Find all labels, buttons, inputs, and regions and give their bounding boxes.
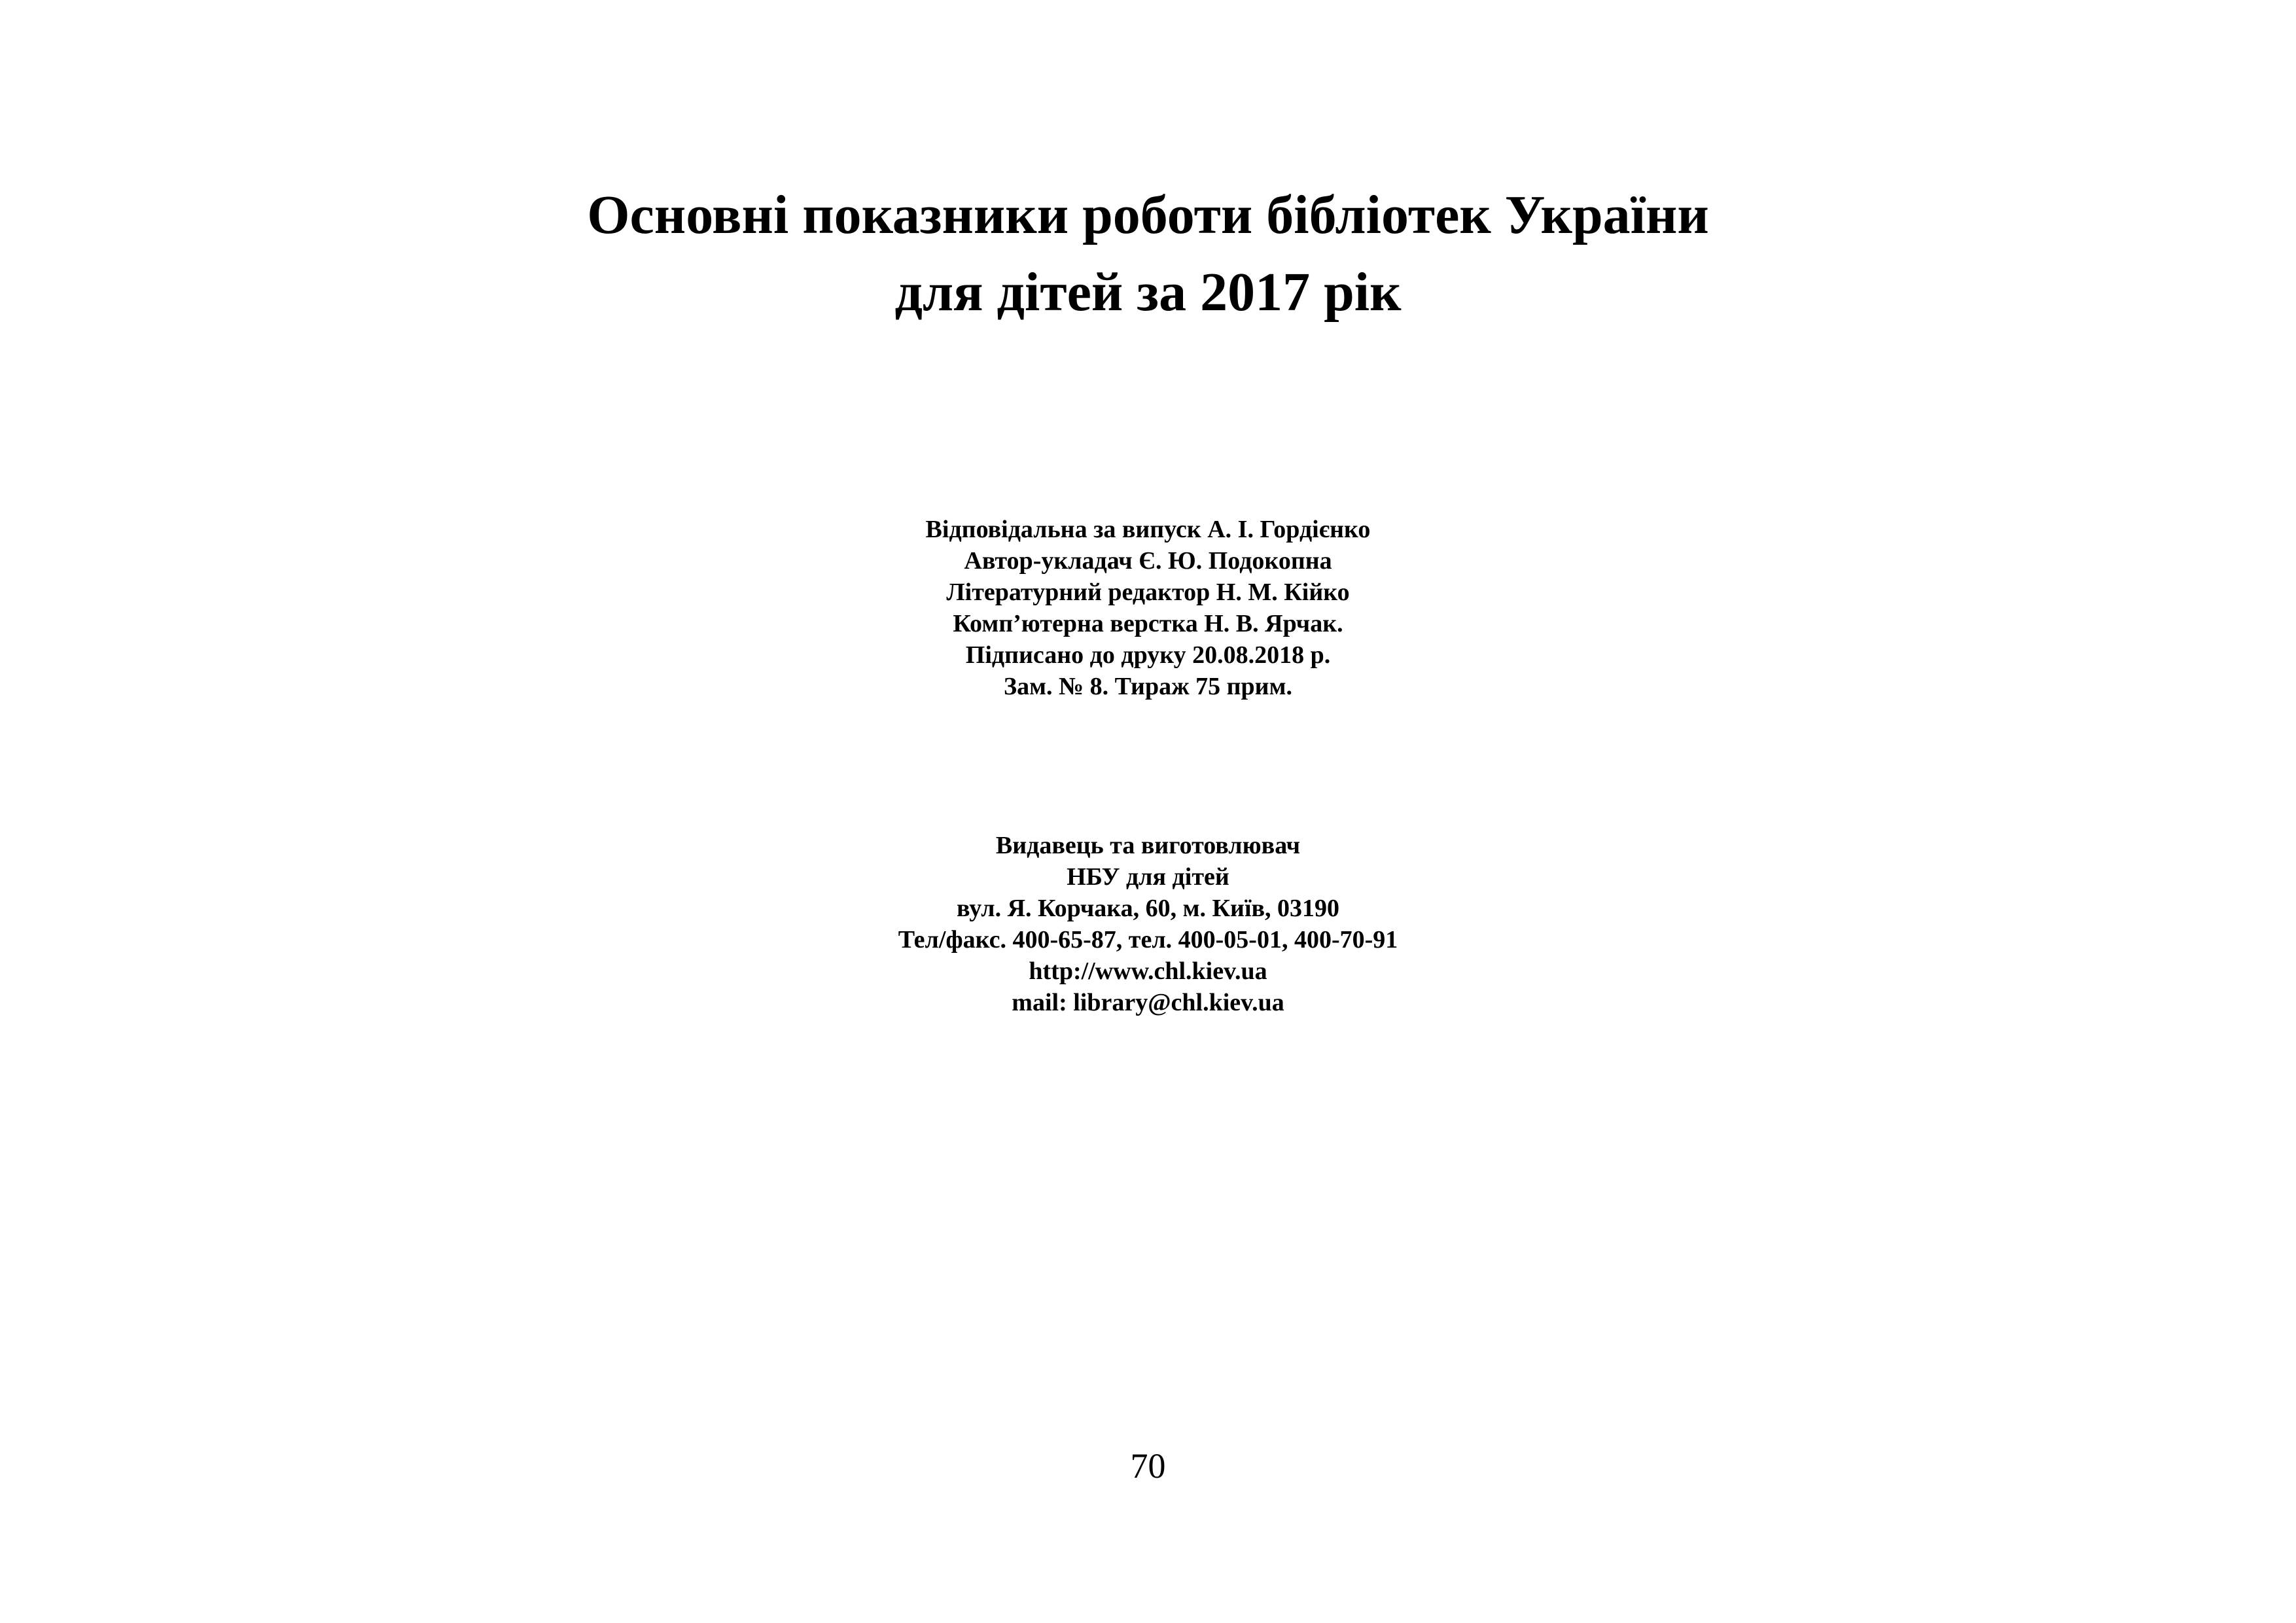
credits-block: [0, 514, 2296, 702]
credit-layout: Комп’ютерна верстка Н. В. Ярчак.: [953, 610, 1343, 637]
title-line-1: Основні показники роботи бібліотек України: [587, 185, 1709, 245]
publisher-phones: Тел/факс. 400-65-87, тел. 400-05-01, 400-70-91: [898, 926, 1398, 954]
publisher-name: НБУ для дітей: [1067, 863, 1229, 891]
publisher-heading: Видавець та виготовлювач: [995, 832, 1301, 859]
credit-signed: Підписано до друку 20.08.2018 р.: [965, 641, 1331, 669]
credit-order: Зам. № 8. Тираж 75 прим.: [1004, 673, 1292, 700]
publisher-block: [0, 830, 2296, 1018]
credit-responsible: Відповідальна за випуск А. І. Гордієнко: [925, 516, 1371, 543]
document-title: [0, 177, 2296, 331]
publisher-website: http://www.chl.kiev.ua: [1029, 957, 1267, 985]
publisher-email: mail: library@chl.kiev.ua: [1012, 989, 1284, 1016]
credit-compiler: Автор-укладач Є. Ю. Подокопна: [964, 547, 1332, 575]
page-number: 70: [1130, 1446, 1166, 1486]
title-line-2: для дітей за 2017 рік: [894, 262, 1402, 323]
publisher-address: вул. Я. Корчака, 60, м. Київ, 03190: [956, 895, 1340, 922]
credit-editor: Літературний редактор Н. М. Кійко: [946, 579, 1350, 606]
